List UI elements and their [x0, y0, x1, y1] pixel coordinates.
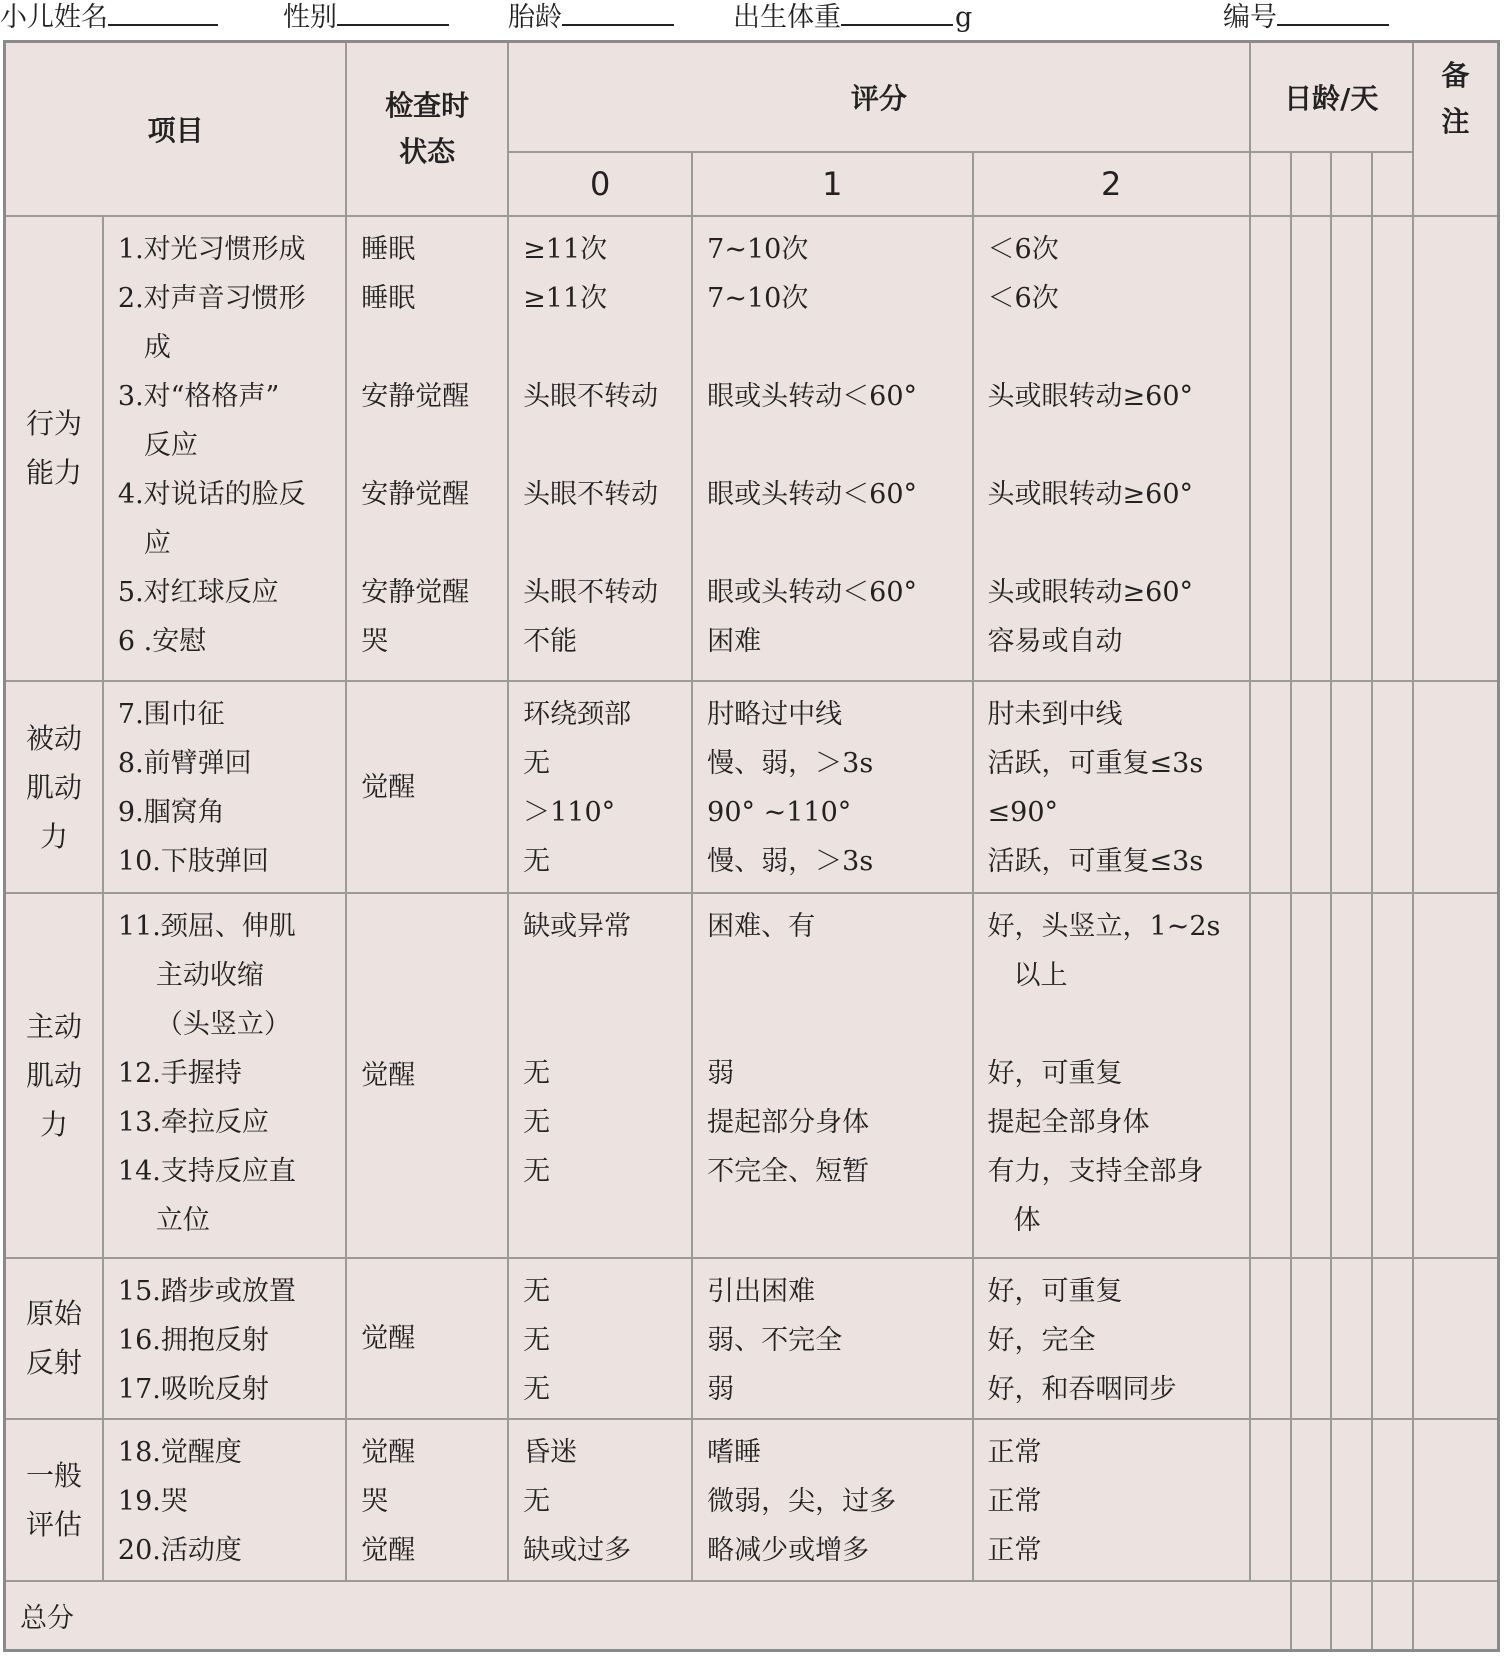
passive-state: 觉醒 — [346, 681, 508, 893]
general-score-1 — [692, 1419, 972, 1581]
category-label: 一般 — [25, 1459, 82, 1493]
state-value: 安静觉醒 — [361, 576, 470, 608]
score-1-header: 1 — [692, 152, 972, 216]
form-header — [0, 0, 1504, 40]
score-criterion: 提起全部身体 — [987, 1107, 1150, 1139]
item-label: 10.下肢弹回 — [117, 845, 269, 877]
score-criterion: ＞110° — [523, 796, 616, 828]
score-criterion: 头或眼转动≥60° — [987, 576, 1194, 608]
note-cell[interactable] — [1413, 681, 1499, 893]
score-criterion: 无 — [523, 1275, 551, 1307]
active-items — [103, 893, 346, 1257]
age-day-cell[interactable] — [1372, 1419, 1412, 1581]
behavior-score-0 — [508, 216, 692, 681]
category-passive-tone — [5, 681, 103, 893]
age-day-cell[interactable] — [1372, 681, 1412, 893]
score-0-header: 0 — [508, 152, 692, 216]
category-label: 行为 — [25, 407, 82, 441]
score-criterion: 无 — [523, 1373, 551, 1405]
note-cell[interactable] — [1413, 216, 1499, 681]
age-day-cell[interactable] — [1331, 1419, 1372, 1581]
score-criterion: 慢、弱，＞3s — [707, 747, 874, 779]
score-criterion: 困难、有 — [707, 911, 816, 943]
category-label: 反射 — [25, 1346, 82, 1380]
category-general-assessment — [5, 1419, 103, 1581]
score-criterion: 容易或自动 — [987, 625, 1123, 657]
general-score-0 — [508, 1419, 692, 1581]
item-label: 9.腘窝角 — [117, 796, 225, 828]
category-label: 主动 — [25, 1009, 82, 1043]
age-day-cell[interactable] — [1331, 152, 1372, 216]
score-criterion: 无 — [523, 845, 551, 877]
item-label: 反应 — [143, 429, 198, 461]
group-active-row — [5, 893, 1499, 1257]
age-day-cell[interactable] — [1331, 681, 1372, 893]
reflex-score-1 — [692, 1258, 972, 1420]
score-criterion: 眼或头转动＜60° — [707, 576, 918, 608]
score-criterion: 慢、弱，＞3s — [707, 845, 874, 877]
score-criterion: 无 — [523, 1324, 551, 1356]
score-criterion: 90° ~110° — [707, 796, 852, 828]
age-day-cell[interactable] — [1250, 681, 1291, 893]
item-label: 1.对光习惯形成 — [117, 233, 306, 265]
item-label: 8.前臂弹回 — [117, 747, 252, 779]
sex-field[interactable] — [283, 0, 449, 34]
score-criterion: 肘略过中线 — [707, 698, 843, 730]
group-passive-row — [5, 681, 1499, 893]
active-score-1 — [692, 893, 972, 1257]
item-label: 18.觉醒度 — [117, 1437, 242, 1469]
behavior-items — [103, 216, 346, 681]
active-score-2 — [973, 893, 1250, 1257]
age-day-cell[interactable] — [1291, 216, 1331, 681]
age-days-header: 日龄/天 — [1250, 42, 1413, 152]
score-criterion: 无 — [523, 1156, 551, 1188]
birth-weight-blank[interactable] — [841, 0, 953, 26]
age-day-cell[interactable] — [1331, 893, 1372, 1257]
child-name-field[interactable] — [0, 0, 218, 34]
score-criterion: ≤90° — [987, 796, 1059, 828]
passive-score-0 — [508, 681, 692, 893]
age-day-cell[interactable] — [1291, 1258, 1331, 1420]
child-name-blank[interactable] — [108, 0, 218, 26]
age-day-cell[interactable] — [1250, 1419, 1291, 1581]
category-label: 被动 — [25, 721, 82, 755]
group-general-row — [5, 1419, 1499, 1581]
passive-score-1 — [692, 681, 972, 893]
birth-weight-field[interactable] — [733, 0, 972, 34]
score-criterion: ≥11次 — [523, 282, 608, 314]
item-label: 14.支持反应直 — [117, 1156, 296, 1188]
child-name-label: 小儿姓名 — [0, 2, 108, 33]
general-score-2 — [973, 1419, 1250, 1581]
score-criterion: 缺或异常 — [523, 911, 632, 943]
item-label: 主动收缩 — [155, 960, 264, 992]
item-label: 4.对说话的脸反 — [117, 478, 306, 510]
score-criterion: 头或眼转动≥60° — [987, 380, 1194, 412]
note-cell[interactable] — [1413, 1258, 1499, 1420]
state-value: 安静觉醒 — [361, 478, 470, 510]
age-day-cell[interactable] — [1291, 681, 1331, 893]
general-state — [346, 1419, 508, 1581]
score-criterion: 不能 — [523, 625, 578, 657]
category-label: 能力 — [25, 456, 82, 490]
item-header: 项目 — [5, 42, 347, 216]
active-state: 觉醒 — [346, 893, 508, 1257]
state-header-line1: 检查时 — [385, 88, 470, 122]
score-criterion: 提起部分身体 — [707, 1107, 870, 1139]
score-criterion: 7~10次 — [707, 233, 809, 265]
item-label: 12.手握持 — [117, 1058, 242, 1090]
score-criterion: 正常 — [987, 1437, 1042, 1469]
score-criterion: 眼或头转动＜60° — [707, 478, 918, 510]
category-behavior — [5, 216, 103, 681]
score-criterion: ≥11次 — [523, 233, 608, 265]
assessment-table — [3, 40, 1500, 1652]
gestational-age-field[interactable] — [508, 0, 674, 34]
score-criterion: 好，头竖立，1~2s — [987, 911, 1221, 943]
score-criterion: 头眼不转动 — [523, 478, 659, 510]
age-day-cell[interactable] — [1250, 893, 1291, 1257]
item-label: 6 .安慰 — [117, 625, 207, 657]
group-behavior-row — [5, 216, 1499, 681]
score-criterion: ＜6次 — [987, 233, 1059, 265]
score-criterion: 无 — [523, 1107, 551, 1139]
record-id-field[interactable] — [1223, 0, 1389, 34]
total-day-cell[interactable] — [1372, 1581, 1412, 1650]
score-criterion: 弱、不完全 — [707, 1324, 843, 1356]
passive-score-2 — [973, 681, 1250, 893]
state-header — [346, 42, 508, 216]
state-value: 哭 — [361, 625, 389, 657]
note-cell[interactable] — [1413, 893, 1499, 1257]
item-label: 7.围巾征 — [117, 698, 225, 730]
category-label: 肌动 — [25, 770, 82, 804]
item-label: 13.牵拉反应 — [117, 1107, 269, 1139]
score-criterion: 嗜睡 — [707, 1437, 762, 1469]
item-label: 16.拥抱反射 — [117, 1324, 269, 1356]
score-criterion: 眼或头转动＜60° — [707, 380, 918, 412]
total-day-cell[interactable] — [1291, 1581, 1331, 1650]
state-value: 哭 — [361, 1486, 389, 1518]
item-label: 19.哭 — [117, 1486, 188, 1518]
age-day-cell[interactable] — [1291, 893, 1331, 1257]
score-criterion: 活跃，可重复≤3s — [987, 845, 1204, 877]
category-label: 评估 — [25, 1508, 82, 1542]
score-criterion: 无 — [523, 1486, 551, 1518]
score-criterion: 不完全、短暂 — [707, 1156, 870, 1188]
reflex-items — [103, 1258, 346, 1420]
gestational-age-label: 胎龄 — [508, 2, 562, 33]
state-header-line2: 状态 — [399, 134, 456, 168]
score-criterion: 7~10次 — [707, 282, 809, 314]
behavior-score-2 — [973, 216, 1250, 681]
reflex-score-0 — [508, 1258, 692, 1420]
record-id-blank[interactable] — [1277, 0, 1389, 26]
note-cell[interactable] — [1413, 1419, 1499, 1581]
general-items — [103, 1419, 346, 1581]
score-criterion: 微弱，尖，过多 — [707, 1486, 897, 1518]
age-day-cell[interactable] — [1331, 1258, 1372, 1420]
score-criterion: 缺或过多 — [523, 1535, 632, 1567]
age-day-cell[interactable] — [1372, 893, 1412, 1257]
state-value: 睡眠 — [361, 233, 416, 265]
score-criterion: 困难 — [707, 625, 762, 657]
score-criterion: 头或眼转动≥60° — [987, 478, 1194, 510]
score-criterion: 弱 — [707, 1058, 735, 1090]
age-day-cell[interactable] — [1250, 1258, 1291, 1420]
age-day-cell[interactable] — [1331, 216, 1372, 681]
state-value: 睡眠 — [361, 282, 416, 314]
note-cell[interactable] — [1413, 1581, 1499, 1650]
age-day-cell[interactable] — [1372, 216, 1412, 681]
score-criterion: 肘未到中线 — [987, 698, 1123, 730]
note-header-line1: 备 — [1441, 59, 1470, 92]
passive-items — [103, 681, 346, 893]
category-label: 力 — [39, 819, 68, 853]
category-label: 肌动 — [25, 1058, 82, 1092]
birth-weight-label: 出生体重 — [733, 2, 841, 33]
item-label: （头竖立） — [155, 1009, 291, 1041]
note-header — [1413, 42, 1499, 216]
total-score-label: 总分 — [5, 1581, 1250, 1650]
category-label: 力 — [39, 1107, 68, 1141]
sex-label: 性别 — [283, 2, 337, 33]
header-row-1 — [5, 42, 1499, 152]
score-criterion: 好，可重复 — [987, 1058, 1123, 1090]
category-label: 原始 — [25, 1297, 82, 1331]
score-criterion: 正常 — [987, 1535, 1042, 1567]
score-criterion: 略减少或增多 — [707, 1535, 870, 1567]
score-criterion: 无 — [523, 747, 551, 779]
score-criterion: 昏迷 — [523, 1437, 578, 1469]
birth-weight-unit: g — [955, 2, 973, 33]
item-label: 2.对声音习惯形 — [117, 282, 306, 314]
score-criterion: 活跃，可重复≤3s — [987, 747, 1204, 779]
item-label: 3.对“格格声” — [117, 380, 280, 412]
total-row — [5, 1581, 1499, 1650]
score-criterion: ＜6次 — [987, 282, 1059, 314]
score-criterion: 体 — [1013, 1205, 1041, 1237]
item-label: 立位 — [155, 1205, 210, 1237]
score-criterion: 环绕颈部 — [523, 698, 632, 730]
score-criterion: 弱 — [707, 1373, 735, 1405]
category-primitive-reflex — [5, 1258, 103, 1420]
behavior-state — [346, 216, 508, 681]
score-criterion: 引出困难 — [707, 1275, 816, 1307]
age-day-cell[interactable] — [1250, 216, 1291, 681]
gestational-age-blank[interactable] — [562, 0, 674, 26]
reflex-state: 觉醒 — [346, 1258, 508, 1420]
total-day-cell[interactable] — [1331, 1581, 1372, 1650]
group-reflex-row — [5, 1258, 1499, 1420]
score-criterion: 好，可重复 — [987, 1275, 1123, 1307]
score-criterion: 正常 — [987, 1486, 1042, 1518]
behavior-score-1 — [692, 216, 972, 681]
active-score-0 — [508, 893, 692, 1257]
age-day-cell[interactable] — [1250, 152, 1291, 216]
score-2-header: 2 — [973, 152, 1250, 216]
score-criterion: 头眼不转动 — [523, 576, 659, 608]
score-criterion: 头眼不转动 — [523, 380, 659, 412]
score-criterion: 好，和吞咽同步 — [987, 1373, 1177, 1405]
item-label: 5.对红球反应 — [117, 576, 279, 608]
item-label: 17.吸吮反射 — [117, 1373, 269, 1405]
sex-blank[interactable] — [337, 0, 449, 26]
item-label: 成 — [143, 331, 171, 363]
state-value: 觉醒 — [361, 1437, 416, 1469]
age-day-cell[interactable] — [1291, 1419, 1331, 1581]
score-criterion: 有力，支持全部身 — [987, 1156, 1204, 1188]
record-id-label: 编号 — [1223, 2, 1277, 33]
reflex-score-2 — [973, 1258, 1250, 1420]
item-label: 11.颈屈、伸肌 — [117, 911, 296, 943]
score-criterion: 以上 — [1013, 960, 1068, 992]
state-value: 觉醒 — [361, 1535, 416, 1567]
item-label: 20.活动度 — [117, 1535, 242, 1567]
age-day-cell[interactable] — [1372, 1258, 1412, 1420]
state-value: 安静觉醒 — [361, 380, 470, 412]
note-header-line2: 注 — [1441, 105, 1470, 138]
score-header: 评分 — [508, 42, 1250, 152]
item-label: 应 — [143, 527, 171, 559]
score-criterion: 好，完全 — [987, 1324, 1096, 1356]
item-label: 15.踏步或放置 — [117, 1275, 296, 1307]
age-day-cell[interactable] — [1372, 152, 1412, 216]
age-day-cell[interactable] — [1291, 152, 1331, 216]
category-active-tone — [5, 893, 103, 1257]
score-criterion: 无 — [523, 1058, 551, 1090]
total-day-cell[interactable] — [1250, 1581, 1291, 1650]
